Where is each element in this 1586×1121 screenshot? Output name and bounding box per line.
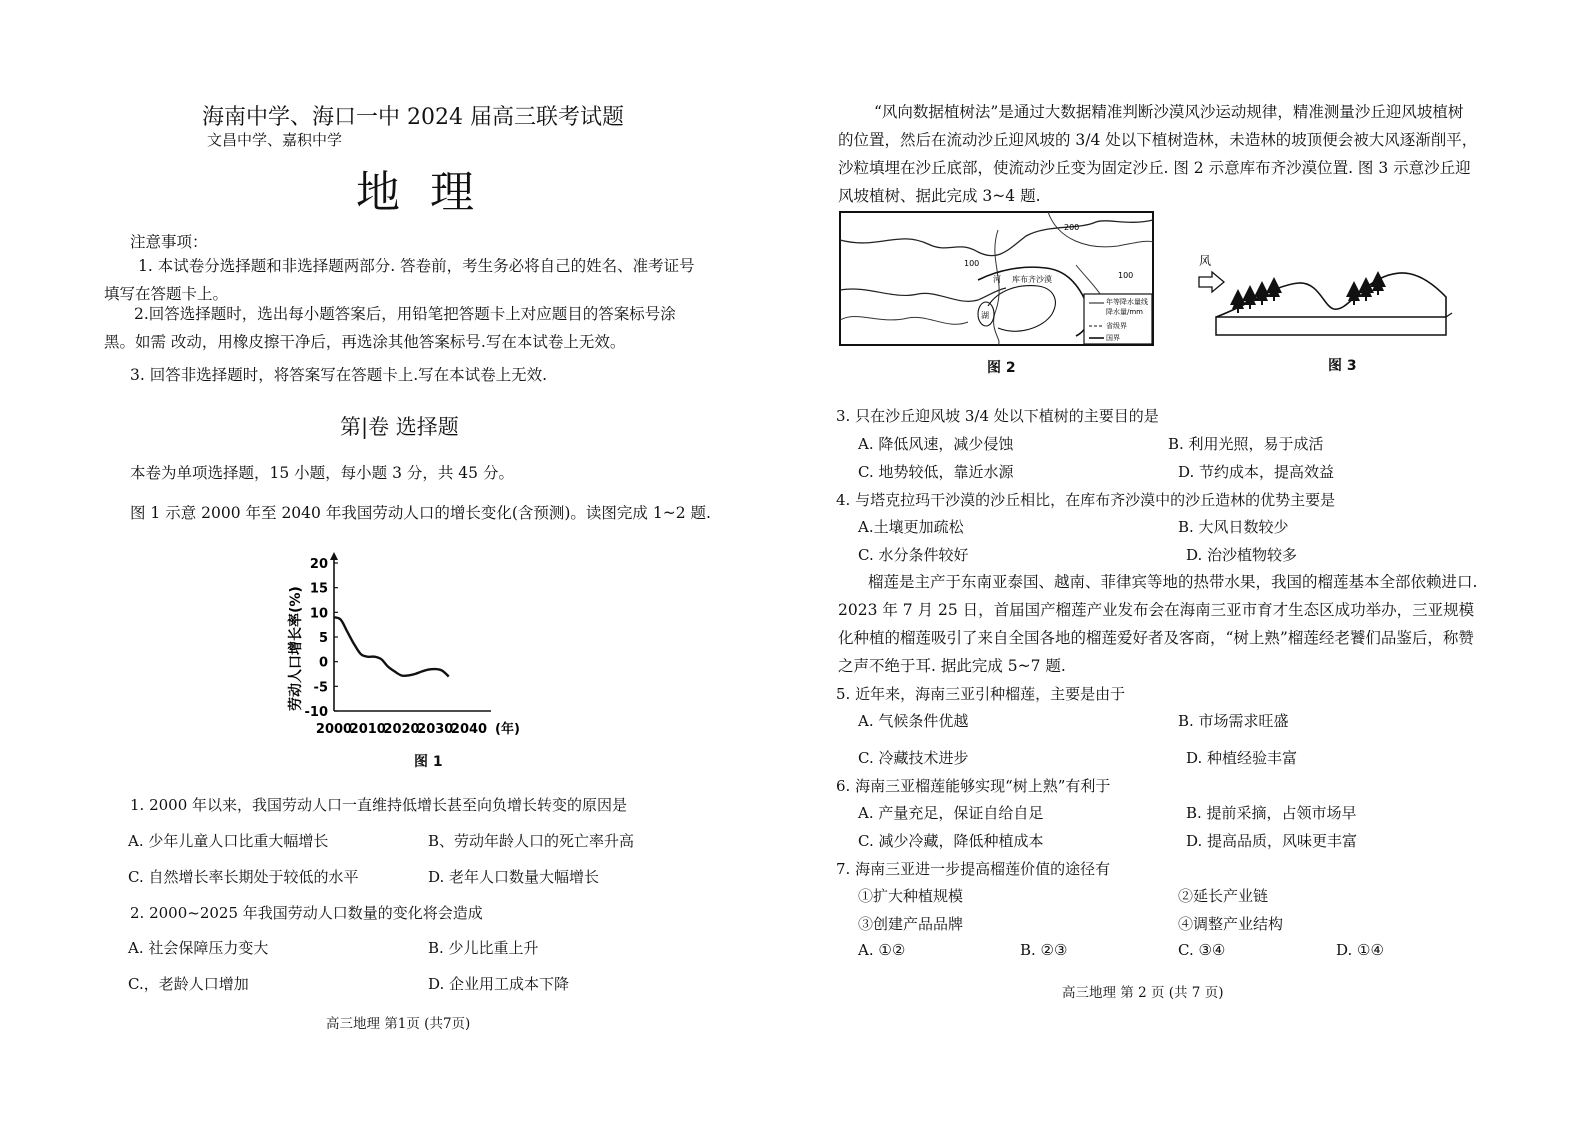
subject-title: 地理 xyxy=(356,167,504,218)
q2-option-a: A. 社会保障压力变大 xyxy=(128,939,269,957)
ground-block xyxy=(1216,317,1446,335)
notice-heading: 注意事项： xyxy=(130,233,208,251)
q5-stem: 5. 近年来，海南三亚引种榴莲，主要是由于 xyxy=(836,685,1126,703)
fig3-caption: 图 3 xyxy=(1328,358,1357,374)
q5-option-d: D. 种植经验丰富 xyxy=(1186,749,1298,767)
fig2-caption: 图 2 xyxy=(987,360,1016,376)
ground-edge xyxy=(1446,313,1452,317)
q6-stem: 6. 海南三亚榴莲能够实现“树上熟”有利于 xyxy=(836,777,1111,795)
fig1-intro: 图 1 示意 2000 年至 2040 年我国劳动人口的增长变化(含预测)。读图完成 1~2 题. xyxy=(130,504,711,522)
y-tick-label: -10 xyxy=(304,705,328,720)
legend-national: 国界 xyxy=(1106,334,1120,342)
chart-axes xyxy=(330,552,491,711)
q7-item-4: ④调整产业结构 xyxy=(1178,915,1284,933)
q4-option-c: C. 水分条件较好 xyxy=(858,546,969,564)
section-title: 第|卷 选择题 xyxy=(340,415,459,439)
y-tick-label: 0 xyxy=(318,655,328,671)
series-line xyxy=(334,617,449,676)
q4-option-a: A.土壤更加疏松 xyxy=(858,518,964,536)
isohyet-200-label: 200 xyxy=(1064,223,1080,232)
q4-stem: 4. 与塔克拉玛干沙漠的沙丘相比，在库布齐沙漠中的沙丘造林的优势主要是 xyxy=(836,491,1336,509)
q7-option-c: C. ③④ xyxy=(1178,941,1226,959)
q3-option-d: D. 节约成本，提高效益 xyxy=(1178,463,1335,481)
legend-isohyet-unit: 降水量/mm xyxy=(1106,308,1143,316)
q3-stem: 3. 只在沙丘迎风坡 3/4 处以下植树的主要目的是 xyxy=(836,407,1159,425)
q5-option-b: B. 市场需求旺盛 xyxy=(1178,712,1289,730)
q6-option-d: D. 提高品质，风味更丰富 xyxy=(1186,832,1358,850)
notice-2: 2.回答选择题时，选出每小题答案后，用铅笔把答题卡上对应题目的答案标号涂黑。如需 改动，用橡皮擦干净后，再选涂其他答案标号.写在本试卷上无效。 xyxy=(104,305,676,351)
q4-option-b: B. 大风日数较少 xyxy=(1178,518,1289,536)
chart-y-ticks xyxy=(305,557,339,720)
y-tick-label: 5 xyxy=(318,631,328,646)
lake-label: 湖 xyxy=(981,311,989,320)
q5-option-a: A. 气候条件优越 xyxy=(858,712,969,730)
q2-option-d: D. 企业用工成本下降 xyxy=(428,975,570,993)
figure-2-map xyxy=(838,210,1156,348)
y-tick-label: 20 xyxy=(309,557,328,572)
y-axis-arrow-icon xyxy=(330,552,338,560)
x-tick-label: 2020 xyxy=(383,722,420,737)
q7-item-2: ②延长产业链 xyxy=(1178,887,1269,905)
legend-province: 省级界 xyxy=(1106,322,1127,330)
tree-icon-group-1 xyxy=(1230,277,1282,313)
q2-option-c: C.，老龄人口增加 xyxy=(128,975,249,993)
q6-option-b: B. 提前采摘，占领市场早 xyxy=(1186,804,1357,822)
q3-option-b: B. 利用光照，易于成活 xyxy=(1168,435,1324,453)
q1-stem: 1. 2000 年以来，我国劳动人口一直维持低增长甚至向负增长转变的原因是 xyxy=(130,796,628,814)
q2-stem: 2. 2000~2025 年我国劳动人口数量的变化将会造成 xyxy=(130,904,483,922)
page2-footer: 高三地理 第 2 页 (共 7 页) xyxy=(1062,985,1224,1001)
figure-3-dune xyxy=(1194,245,1456,345)
isohyet-100-label-left: 100 xyxy=(964,259,980,268)
q1-option-b: B、劳动年龄人口的死亡率升高 xyxy=(428,832,635,850)
q3-option-c: C. 地势较低，靠近水源 xyxy=(858,463,1014,481)
legend-isohyet: 年等降水量线 xyxy=(1106,298,1148,306)
q7-stem: 7. 海南三亚进一步提高榴莲价值的途径有 xyxy=(836,860,1111,878)
isohyet-100-label-right: 100 xyxy=(1118,271,1134,280)
tree-icon-group-2 xyxy=(1346,271,1386,305)
section-desc: 本卷为单项选择题，15 小题，每小题 3 分，共 45 分。 xyxy=(130,464,514,482)
exam-title: 海南中学、海口一中 2024 届高三联考试题 xyxy=(202,105,624,130)
q1-option-c: C. 自然增长率长期处于较低的水平 xyxy=(128,868,359,886)
intro-paragraph: “风向数据植树法”是通过大数据精准判断沙漠风沙运动规律，精准测量沙丘迎风坡植树的位置，然后在流动沙丘迎风坡的 3/4 处以下植树造林，未造林的坡顶便会被大风逐渐削平，沙粒填埋在沙丘底部，使流动沙丘变为固定沙丘. 图 2 示意库布齐沙漠位置. 图 3 示意沙丘迎风坡植树、据此完成 3~4 题. xyxy=(838,103,1478,205)
y-tick-label: 10 xyxy=(309,606,328,622)
wind-label: 风 xyxy=(1199,254,1212,268)
exam-subtitle: 文昌中学、嘉积中学 xyxy=(207,131,343,149)
q5-option-c: C. 冷藏技术进步 xyxy=(858,749,969,767)
q7-option-b: B. ②③ xyxy=(1020,941,1068,959)
x-tick-label: 2010 xyxy=(349,722,386,737)
chart-x-ticks xyxy=(316,722,487,737)
chart-x-label: (年) xyxy=(495,722,520,737)
notice-3: 3. 回答非选择题时，将答案写在答题卡上.写在本试卷上无效. xyxy=(130,366,548,384)
q6-option-c: C. 减少冷藏，降低种植成本 xyxy=(858,832,1044,850)
x-tick-label: 2030 xyxy=(417,722,454,737)
q3-option-a: A. 降低风速，减少侵蚀 xyxy=(858,435,1014,453)
x-tick-label: 2000 xyxy=(315,722,353,737)
y-tick-label: -5 xyxy=(313,680,328,696)
y-tick-label: 15 xyxy=(309,581,328,597)
q6-option-a: A. 产量充足，保证自给自足 xyxy=(858,804,1044,822)
q7-option-d: D. ①④ xyxy=(1336,941,1384,959)
desert-label: 库布齐沙漠 xyxy=(1012,275,1052,284)
q2-option-b: B. 少儿比重上升 xyxy=(428,939,539,957)
chart-y-label: 劳动人口增长率(%) xyxy=(288,586,304,711)
durian-paragraph: 榴莲是主产于东南亚泰国、越南、菲律宾等地的热带水果，我国的榴莲基本全部依赖进口. 2023 年 7 月 25 日，首届国产榴莲产业发布会在海南三亚市育才生态区成功举办，三亚规模化种植的榴莲吸引了来自全国各地的榴莲爱好者及客商，“树上熟”榴莲经老饕们品鉴后，称赞之声不绝于耳. 据此完成 5~7 题. xyxy=(838,573,1478,675)
q7-item-1: ①扩大种植规模 xyxy=(858,887,964,905)
q1-option-d: D. 老年人口数量大幅增长 xyxy=(428,868,600,886)
q7-option-a: A. ①② xyxy=(858,941,906,959)
q4-option-d: D. 治沙植物较多 xyxy=(1186,546,1298,564)
page1-footer: 高三地理 第1页 (共7页) xyxy=(326,1016,471,1032)
chart-series xyxy=(334,617,449,676)
q1-option-a: A. 少年儿童人口比重大幅增长 xyxy=(128,832,329,850)
notice-1: 1. 本试卷分选择题和非选择题两部分. 答卷前，考生务必将自己的姓名、准考证号填写在答题卡上。 xyxy=(104,257,695,303)
wind-arrow-icon xyxy=(1199,272,1224,292)
q7-item-3: ③创建产品品牌 xyxy=(858,915,964,933)
figure-1-chart xyxy=(282,548,527,748)
fig1-caption: 图 1 xyxy=(414,754,443,770)
river-label: 河 xyxy=(993,275,1001,284)
x-tick-label: 2040 xyxy=(450,722,488,737)
